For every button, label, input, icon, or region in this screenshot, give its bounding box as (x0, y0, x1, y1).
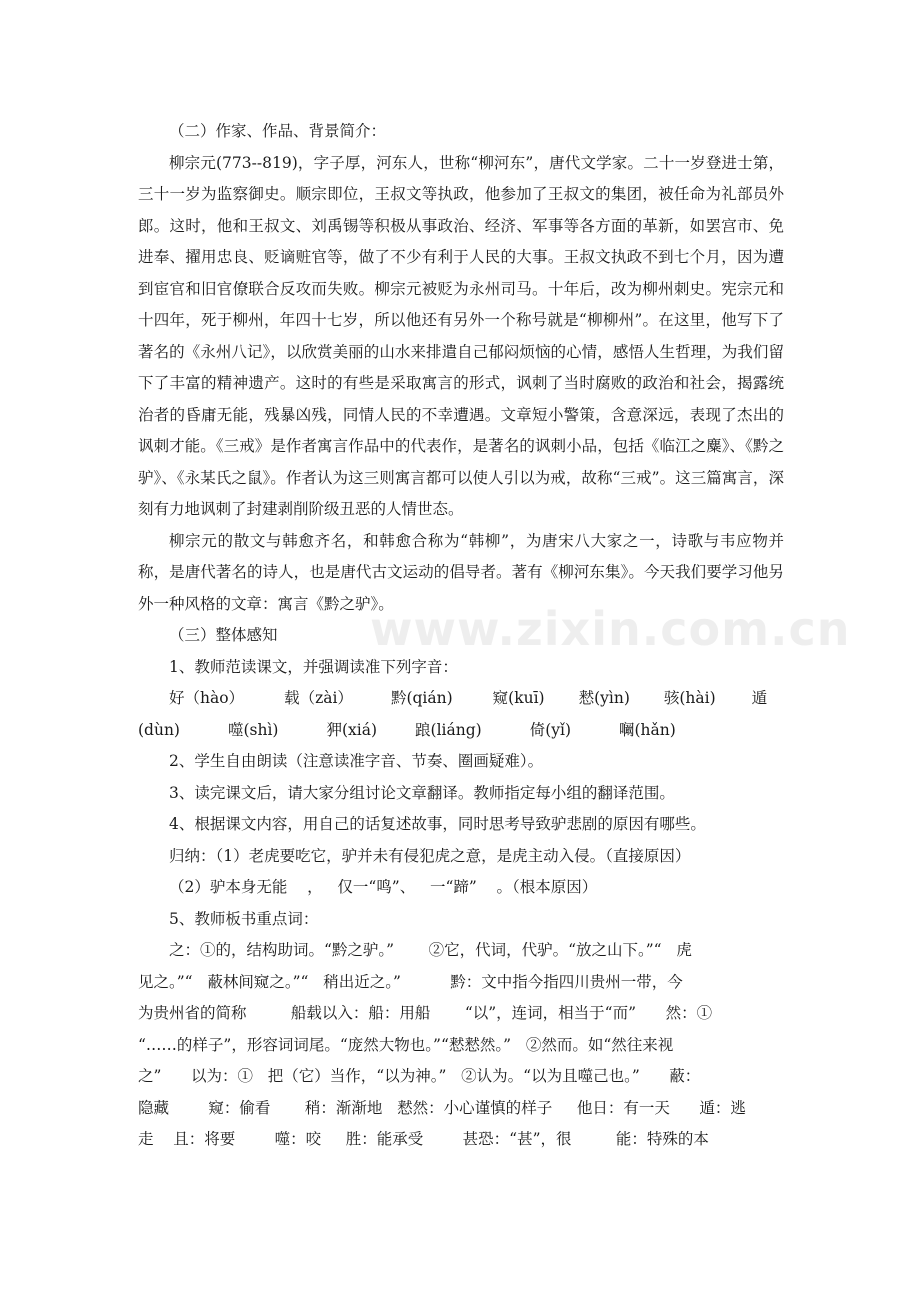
site-watermark: www.zixin.com.cn (370, 602, 851, 656)
keywords-line: 为贵州省的简称 船载以入：船：用船 “以”，连词，相当于“而” 然：① (138, 1004, 713, 1022)
pronunciation-line-2 (138, 715, 784, 747)
pron-item: 㘎(hǎn) (619, 720, 676, 739)
paragraph-prose-style: 柳宗元的散文与韩愈齐名，和韩愈合称为“韩柳”，为唐宋八大家之一，诗歌与韦应物并称，是唐代著名的诗人，也是唐代古文运动的倡导者。著有《柳河东集》。今天我们要学习他另外一种风格的文章：寓言《黔之驴》。 (138, 531, 784, 613)
pron-item: 狎(xiá) (326, 720, 378, 739)
step-1-read-aloud: 1、教师范读课文，并强调读准下列字音： (169, 657, 458, 676)
section-heading-author: （二）作家、作品、背景简介： (169, 122, 387, 140)
pron-item: 倚(yǐ) (529, 720, 571, 739)
summary-reason-1: 归纳：（1）老虎要吃它，驴并未有侵犯虎之意，是虎主动入侵。（直接原因） (169, 846, 691, 865)
step-2-free-reading: 2、学生自由朗读（注意读准字音、节奏、圈画疑难）。 (169, 752, 544, 770)
document-body (138, 116, 784, 1156)
pron-item: 黔(qián) (390, 689, 453, 707)
pron-item: 慭(yìn) (578, 689, 630, 707)
keywords-line: 之” 以为：① 把（它）当作，“以为神。” ②认为。“以为且噬己也。” 蔽： (138, 1067, 701, 1085)
pron-item: 噬(shì) (227, 720, 279, 739)
paragraph-author-intro: 柳宗元(773--819)，字子厚，河东人，世称“柳河东”，唐代文学家。二十一岁登进士第，三十一岁为监察御史。顺宗即位，王叔文等执政，他参加了王叔文的集团，被任命为礼部员外郎。这时，他和王叔文、刘禹锡等积极从事政治、经济、军事等各方面的革新，如罢宫市、免进奉、擢用忠良、贬谪赃官等，做了不少有利于人民的大事。王叔文执政不到七个月，因为遭到宦官和旧官僚联合反攻而失败。柳宗元被贬为永州司马。十年后，改为柳州刺史。宪宗元和十四年，死于柳州，年四十七岁，所以他还有另外一个称号就是“柳柳州”。在这里，他写下了著名的《永州八记》，以欣赏美丽的山水来排遣自己郁闷烦恼的心情，感悟人生哲理，为我们留下了丰富的精神遗产。这时的有些是采取寓言的形式，讽刺了当时腐败的政治和社会，揭露统治者的昏庸无能，残暴凶残，同情人民的不幸遭遇。文章短小警策，含意深远，表现了杰出的讽刺才能。《三戒》是作者寓言作品中的代表作，是著名的讽刺小品，包括《临江之麋》、《黔之驴》、《永某氏之鼠》。作者认为这三则寓言都可以使人引以为戒，故称“三戒”。这三篇寓言，深刻有力地讽刺了封建剥削阶级丑恶的人情世态。 (138, 153, 784, 518)
summary-reason-2: （2）驴本身无能 ， 仅一“鸣”、 一“蹄” 。（根本原因） (169, 878, 598, 896)
pron-item: (dùn) (138, 720, 180, 739)
step-4-retell-story: 4、根据课文内容，用自己的话复述故事，同时思考导致驴悲剧的原因有哪些。 (169, 815, 706, 833)
pron-item: 好（hào） (169, 689, 245, 707)
keywords-line: 见之。”“ 蔽林间窥之。”“ 稍出近之。” 黔：文中指今指四川贵州一带，今 (138, 972, 683, 991)
pron-item: 载（zài） (284, 689, 353, 707)
pron-item: 骇(hài) (663, 689, 716, 707)
keywords-line: 之：①的，结构助词。“黔之驴。” ②它，代词，代驴。“放之山下。”“ 虎 (169, 941, 692, 959)
step-3-group-discussion: 3、读完课文后，请大家分组讨论文章翻译。教师指定每小组的翻译范围。 (169, 783, 675, 802)
keywords-line: “……的样子”，形容词词尾。“庞然大物也。”“慭慭然。” ②然而。如“然往来视 (138, 1035, 674, 1054)
step-5-key-words: 5、教师板书重点词： (169, 909, 319, 928)
pronunciation-line-1 (138, 683, 784, 715)
keywords-line: 隐藏 窥：偷看 稍：渐渐地 慭然：小心谨慎的样子 他日：有一天 遁：逃 (138, 1098, 746, 1117)
section-heading-overview: （三）整体感知 (169, 626, 278, 644)
keywords-line: 走 且：将要 噬：咬 胜：能承受 甚恐：“甚”，很 能：特殊的本 (138, 1130, 709, 1148)
pron-item: 遁 (751, 689, 768, 707)
pron-item: 窥(kuī) (492, 689, 545, 707)
pron-item: 踉(liáng) (415, 720, 482, 739)
